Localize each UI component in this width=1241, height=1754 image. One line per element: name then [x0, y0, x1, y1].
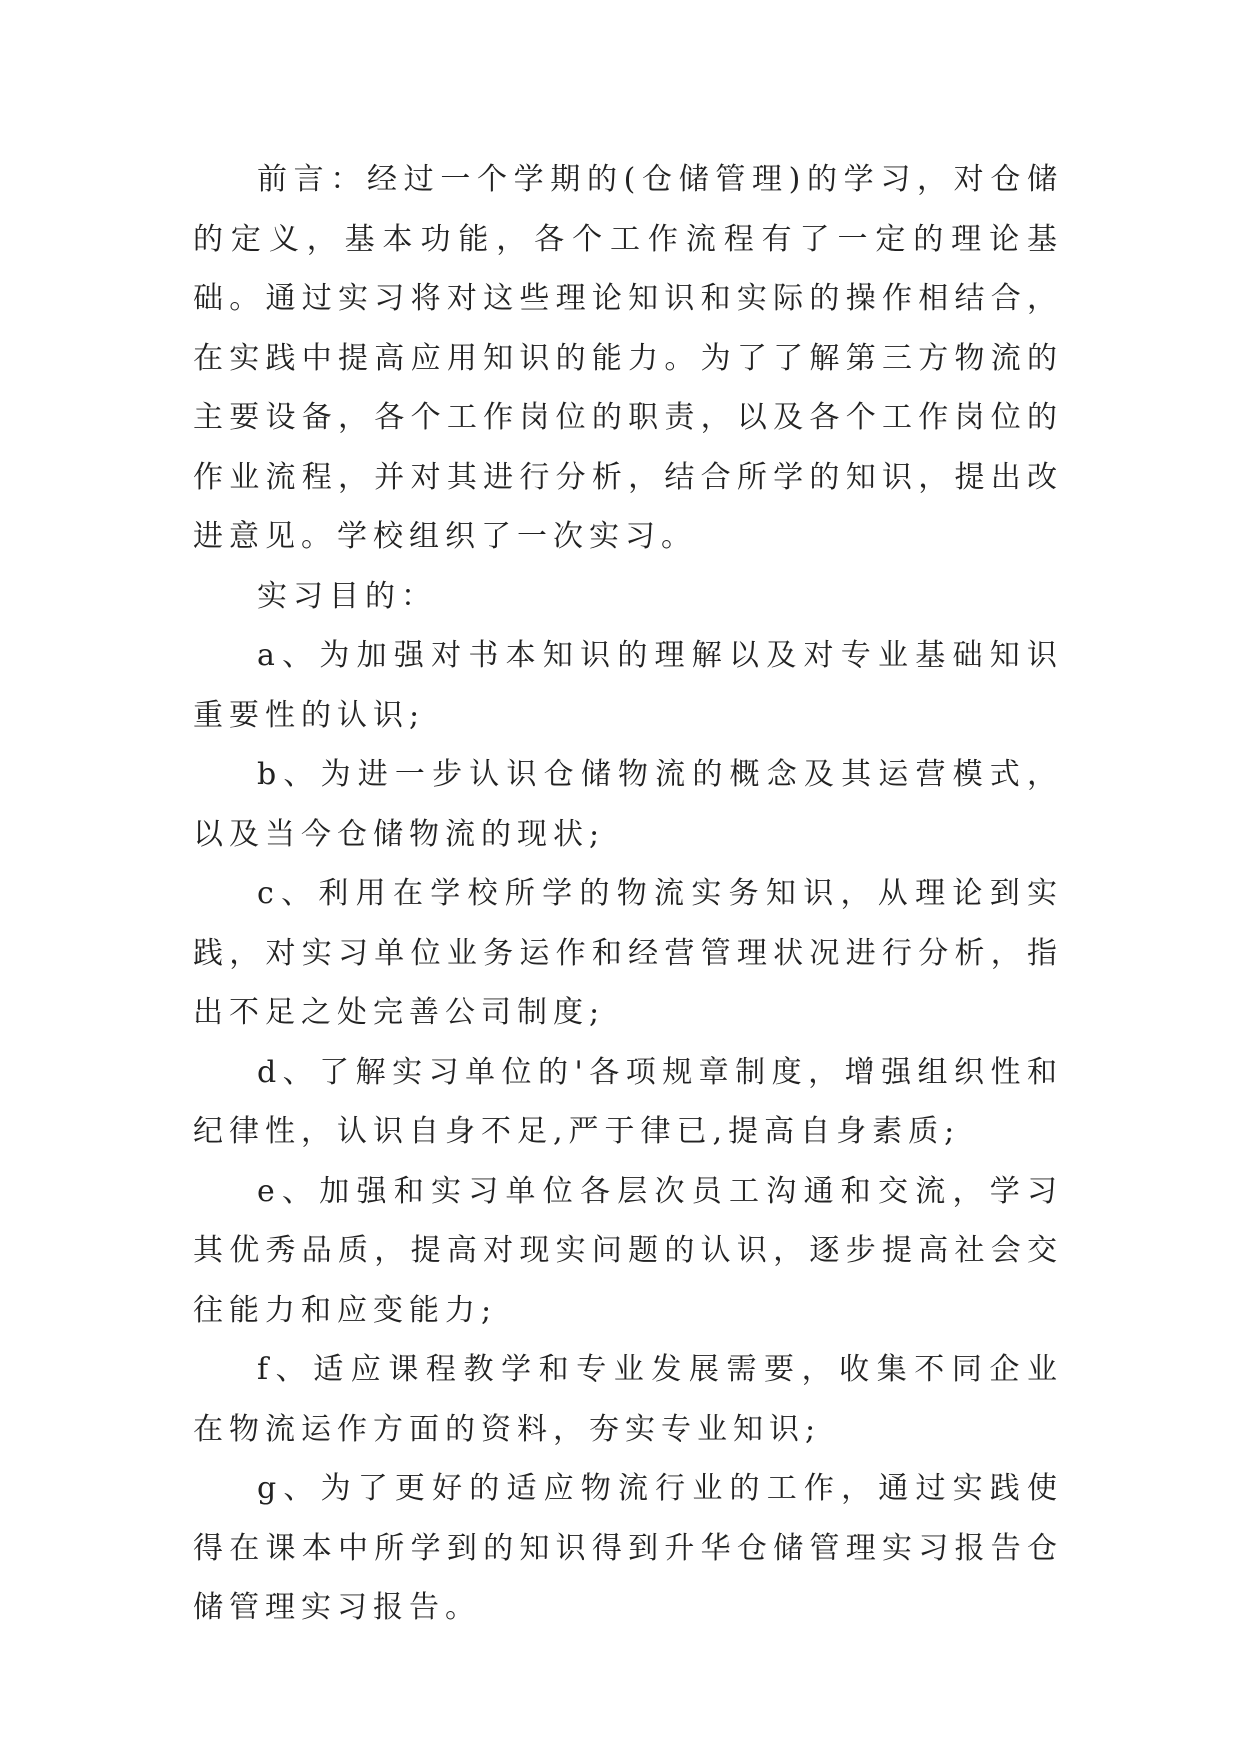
- purpose-item-e: e、加强和实习单位各层次员工沟通和交流，学习其优秀品质，提高对现实问题的认识，逐步提高社会交往能力和应变能力;: [193, 1173, 1063, 1328]
- purpose-item-b: b、为进一步认识仓储物流的概念及其运营模式，以及当今仓储物流的现状;: [193, 757, 1063, 852]
- purpose-item-a: a、为加强对书本知识的理解以及对专业基础知识重要性的认识;: [193, 638, 1063, 733]
- purpose-item-d: d、了解实习单位的'各项规章制度，增强组织性和纪律性，认识自身不足,严于律已,提高自身素质;: [193, 1054, 1063, 1149]
- purpose-item-g: g、为了更好的适应物流行业的工作，通过实践使得在课本中所学到的知识得到升华仓储管理实习报告仓储管理实习报告。: [193, 1471, 1063, 1625]
- document-body: [193, 150, 1063, 1638]
- preface-paragraph: 前言：经过一个学期的(仓储管理)的学习，对仓储的定义，基本功能，各个工作流程有了一定的理论基础。通过实习将对这些理论知识和实际的操作相结合，在实践中提高应用知识的能力。为了了解第三方物流的主要设备，各个工作岗位的职责，以及各个工作岗位的作业流程，并对其进行分析，结合所学的知识，提出改进意见。学校组织了一次实习。: [193, 162, 1063, 554]
- purpose-heading: 实习目的：: [257, 578, 437, 614]
- purpose-item-c: c、利用在学校所学的物流实务知识，从理论到实践，对实习单位业务运作和经营管理状况进行分析，指出不足之处完善公司制度;: [193, 876, 1063, 1030]
- purpose-item-f: f、适应课程教学和专业发展需要，收集不同企业在物流运作方面的资料，夯实专业知识;: [193, 1352, 1063, 1447]
